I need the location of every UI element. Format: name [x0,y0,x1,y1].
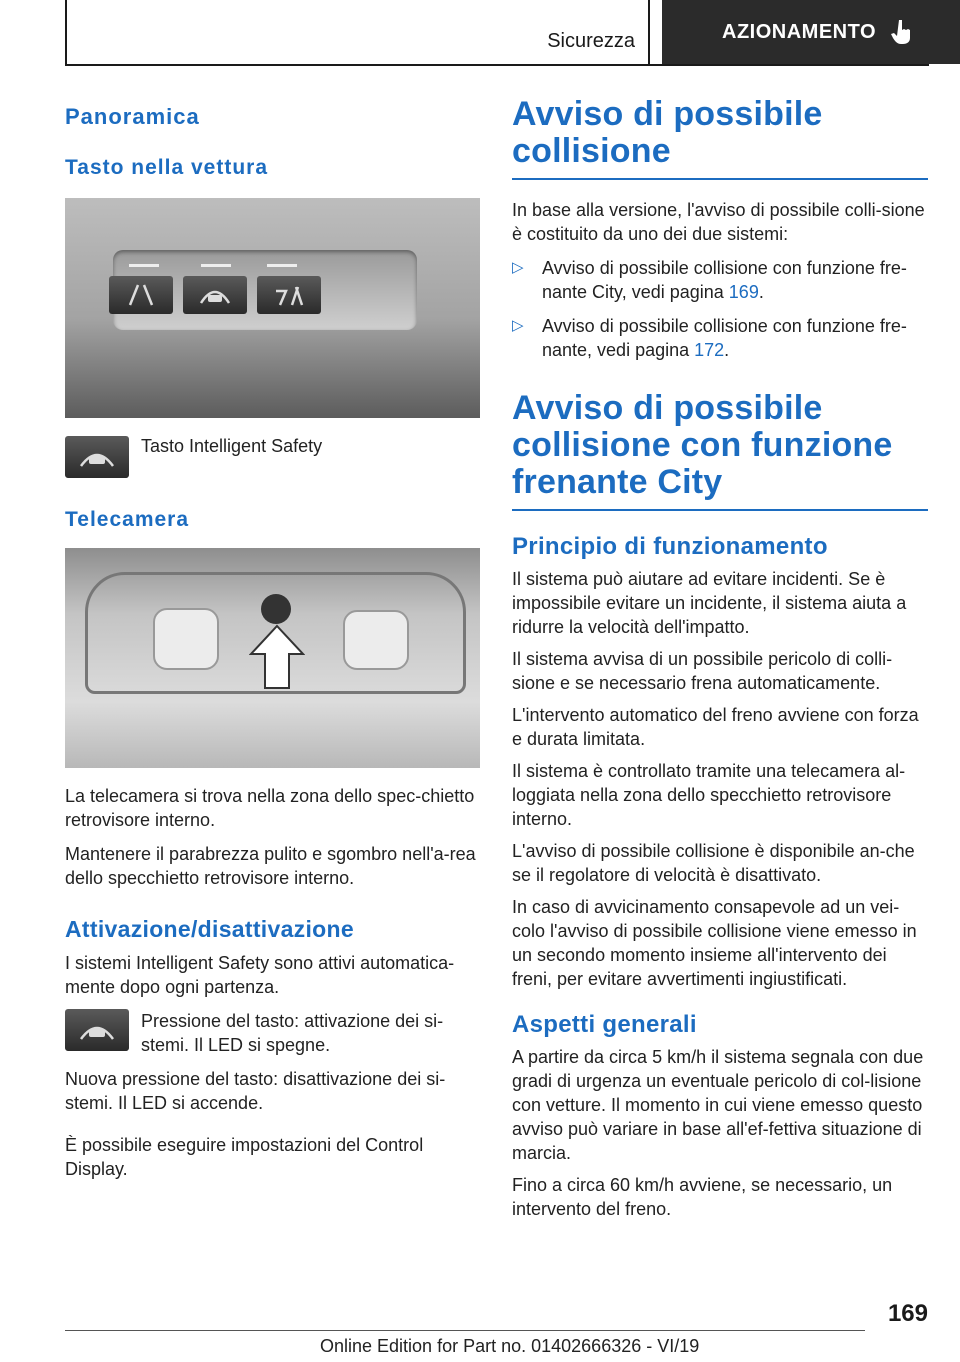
header-rule [65,64,929,66]
heading-tasto: Tasto nella vettura [65,156,268,179]
general-paragraph-1: A partire da circa 5 km/h il sistema segnala con due gradi di urgenza un eventuale pericolo di col-lisione con vetture. Il momento in cui viene emesso questo avviso può variare in base all'ef-fettiva situazione di marcia. [512,1047,924,1163]
heading-telecamera: Telecamera [65,508,190,531]
principle-paragraph-3: L'intervento automatico del freno avviene con forza e durata limitata. [512,705,919,749]
principle-paragraph-5: L'avviso di possibile collisione è disponibile an-che se il regolatore di velocità è disattivato. [512,841,915,885]
activation-paragraph-3: È possibile eseguire impostazioni del Control Display. [65,1135,424,1179]
lane-warning-key-icon [109,276,173,314]
edition-text: Online Edition for Part no. 01402666326 - VI/19 [320,1336,700,1356]
page-number: 169 [887,1300,928,1327]
principle-paragraph-2: Il sistema avvisa di un possibile pericolo di colli-sione e se necessario frena automaticamente. [512,649,893,693]
intro-paragraph: In base alla versione, l'avviso di possibile colli-sione è costituito da uno dei due sistemi: [512,200,925,244]
page-link[interactable]: 169 [728,282,759,302]
camera-arrow-icon [249,624,305,690]
chapter-label: AZIONAMENTO [722,20,877,43]
list-item: ▷ Avviso di possibile collisione con funzione fre-nante City, vedi pagina 169. [512,258,907,302]
camera-paragraph-2: Mantenere il parabrezza pulito e sgombro nell'a-rea dello specchietto retrovisore interno. [65,844,476,888]
intelligent-safety-icon [65,1009,129,1051]
button-panel-photo [65,198,480,418]
heading-attivazione: Attivazione/disattivazione [65,916,354,942]
principle-paragraph-4: Il sistema è controllato tramite una telecamera al-loggiata nella zona dello specchietto retrovisore interno. [512,761,906,829]
activation-paragraph-2: Nuova pressione del tasto: disattivazione dei si-stemi. Il LED si accende. [65,1069,446,1113]
heading-city: Avviso di possibile collisione con funzione frenante City [512,389,893,501]
principle-paragraph-6: In caso di avvicinamento consapevole ad un vei-colo l'avviso di possibile collisione viene emesso in un secondo momento insieme all'intervento dei freni, per evitare avvertimenti ingiustificati. [512,897,917,989]
intelligent-safety-icon [65,436,129,478]
footer-rule [65,1330,865,1331]
right-column [512,96,928,1221]
section-label: Sicurezza [547,30,635,52]
chapter-tab [662,0,960,64]
speed-limit-key-icon [257,276,321,314]
page-link[interactable]: 172 [694,340,725,360]
heading-rule [512,178,928,180]
general-paragraph-2: Fino a circa 60 km/h avviene, se necessario, un intervento del freno. [512,1175,893,1219]
camera-paragraph-1: La telecamera si trova nella zona dello spec-chietto retrovisore interno. [65,786,475,830]
heading-rule [512,509,928,511]
bullet-triangle-icon: ▷ [512,259,524,276]
key-legend [65,436,480,478]
left-column [65,96,480,1181]
bullet-triangle-icon: ▷ [512,317,524,334]
key-row [109,276,321,314]
heading-aspetti: Aspetti generali [512,1011,697,1038]
hand-pointing-icon [890,19,914,45]
activation-paragraph-1: I sistemi Intelligent Safety sono attivi automatica-mente dopo ogni partenza. [65,953,455,997]
activation-key-text: Pressione del tasto: attivazione dei si-stemi. Il LED si spegne. [141,1011,444,1055]
activation-key-row [65,1009,480,1057]
collision-warning-key-icon [183,276,247,314]
heading-panoramica: Panoramica [65,104,200,129]
list-item-text: Avviso di possibile collisione con funzione fre-nante, vedi pagina [542,316,907,360]
list-item: ▷ Avviso di possibile collisione con funzione fre-nante, vedi pagina 172. [512,316,907,360]
heading-avviso: Avviso di possibile collisione [512,95,823,170]
list-item-text: Avviso di possibile collisione con funzione fre-nante City, vedi pagina [542,258,907,302]
key-caption: Tasto Intelligent Safety [141,436,323,456]
heading-principio: Principio di funzionamento [512,533,828,560]
camera-photo [65,548,480,768]
principle-paragraph-1: Il sistema può aiutare ad evitare incidenti. Se è impossibile evitare un incidente, il sistema aiuta a ridurre la velocità dell'impatto. [512,569,907,637]
